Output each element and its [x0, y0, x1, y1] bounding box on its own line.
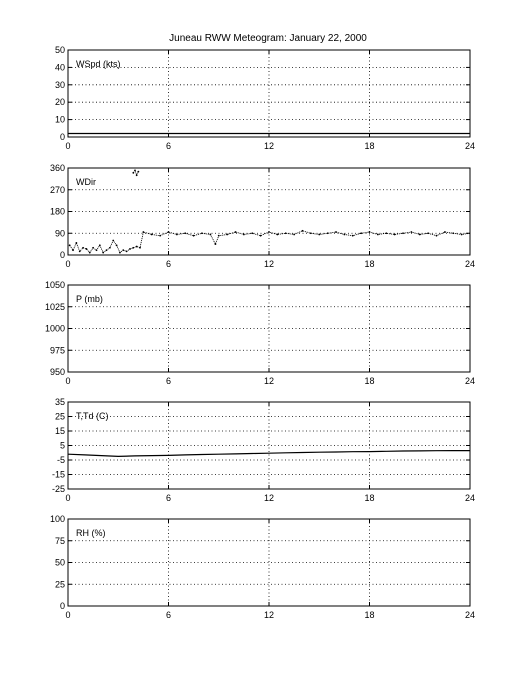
data-point [419, 234, 421, 236]
x-tick-label: 6 [165, 141, 172, 151]
data-point [444, 231, 446, 233]
x-tick-label: 18 [364, 141, 375, 151]
data-point [116, 244, 118, 246]
x-tick-label: 24 [464, 259, 476, 269]
x-tick-label: 24 [464, 141, 476, 151]
data-point [209, 234, 211, 236]
y-tick-label: 40 [54, 62, 65, 73]
y-tick-label: 100 [49, 514, 65, 524]
y-tick-label: 75 [54, 535, 65, 546]
x-tick-label: 12 [263, 259, 275, 269]
data-point [218, 235, 220, 237]
data-point [360, 232, 362, 234]
x-tick-label: 24 [464, 376, 476, 386]
data-point [82, 247, 84, 249]
data-point [134, 170, 136, 172]
x-tick-label: 6 [165, 610, 172, 620]
x-tick-label: 24 [464, 610, 476, 620]
data-point [122, 249, 124, 251]
data-point [112, 240, 114, 242]
data-point [176, 234, 178, 236]
panel-label: RH (%) [76, 528, 106, 538]
x-tick-label: 24 [464, 493, 476, 503]
y-tick-label: 50 [54, 557, 65, 568]
data-point [352, 235, 354, 237]
data-point [452, 232, 454, 234]
x-tick-label: 0 [65, 493, 71, 503]
y-tick-label: 35 [54, 397, 65, 407]
data-point [75, 242, 77, 244]
data-point [184, 232, 186, 234]
x-tick-label: 0 [65, 610, 71, 620]
x-tick-label: 6 [165, 493, 172, 503]
x-tick-label: 6 [165, 259, 172, 269]
data-point [106, 249, 108, 251]
y-tick-label: -5 [56, 455, 65, 465]
data-point [369, 231, 371, 233]
y-tick-label: 25 [54, 411, 65, 422]
panel-label: WSpd (kts) [76, 59, 121, 69]
data-point [335, 231, 337, 233]
y-tick-label: 270 [49, 184, 65, 195]
data-point [377, 234, 379, 236]
data-point [139, 247, 141, 249]
data-point [260, 235, 262, 237]
y-tick-label: 180 [49, 206, 65, 217]
data-point [89, 252, 91, 254]
data-point [132, 172, 134, 174]
data-point [327, 232, 329, 234]
data-point [436, 235, 438, 237]
y-tick-label: 25 [54, 579, 65, 590]
data-point [193, 235, 195, 237]
x-tick-label: 12 [263, 376, 275, 386]
data-point [92, 247, 94, 249]
y-tick-label: 0 [59, 250, 65, 260]
data-point [79, 250, 81, 252]
x-tick-label: 0 [65, 259, 71, 269]
data-point [132, 247, 134, 249]
y-tick-label: -15 [51, 469, 65, 480]
panel-0 [55, 45, 475, 151]
panels [45, 45, 475, 620]
y-tick-label: 50 [54, 45, 65, 55]
data-point [235, 231, 237, 233]
data-point [136, 174, 138, 176]
data-point [343, 234, 345, 236]
y-tick-label: 5 [59, 440, 65, 451]
y-tick-label: 975 [49, 345, 65, 356]
data-point [427, 232, 429, 234]
x-tick-label: 18 [364, 376, 375, 386]
data-point [72, 249, 74, 251]
y-tick-label: 90 [54, 228, 65, 239]
data-point [310, 232, 312, 234]
panel-label: P (mb) [76, 294, 103, 304]
y-tick-label: 0 [59, 132, 65, 142]
data-point [226, 234, 228, 236]
data-point [151, 234, 153, 236]
data-point [96, 249, 98, 251]
x-tick-label: 12 [263, 141, 275, 151]
data-point [410, 231, 412, 233]
y-tick-label: 950 [49, 367, 65, 377]
y-tick-label: 15 [54, 426, 65, 436]
data-point [126, 250, 128, 252]
data-point [469, 232, 471, 234]
data-point [251, 232, 253, 234]
x-tick-label: 18 [364, 259, 375, 269]
y-tick-label: -25 [51, 484, 65, 494]
y-tick-label: 360 [49, 163, 65, 173]
data-point [243, 234, 245, 236]
data-point [102, 252, 104, 254]
y-tick-label: 0 [59, 601, 65, 611]
data-point [109, 247, 111, 249]
x-tick-label: 18 [364, 493, 375, 503]
x-tick-label: 0 [65, 141, 71, 151]
panel-4 [50, 514, 475, 620]
panel-1 [50, 163, 475, 269]
data-point [318, 234, 320, 236]
data-point [99, 244, 101, 246]
data-point [276, 234, 278, 236]
y-tick-label: 1000 [44, 323, 65, 334]
data-point [461, 234, 463, 236]
y-tick-label: 30 [54, 79, 65, 90]
x-tick-label: 18 [364, 610, 375, 620]
figure-title: Juneau RWW Meteogram: January 22, 2000 [169, 33, 367, 44]
x-tick-label: 6 [165, 376, 172, 386]
data-point [142, 231, 144, 233]
x-tick-label: 12 [263, 493, 275, 503]
data-point [136, 246, 138, 248]
data-point [293, 234, 295, 236]
data-point [69, 244, 71, 246]
data-point [285, 232, 287, 234]
panel-label: WDir [76, 177, 96, 187]
data-point [302, 230, 304, 232]
data-point [119, 252, 121, 254]
data-point [215, 243, 217, 245]
y-tick-label: 10 [54, 114, 65, 125]
y-tick-label: 1050 [44, 280, 65, 290]
data-point [159, 235, 161, 237]
data-point [168, 231, 170, 233]
data-point [385, 232, 387, 234]
y-tick-label: 1025 [44, 301, 65, 312]
data-point [268, 231, 270, 233]
y-tick-label: 20 [54, 97, 65, 108]
panel-3 [52, 397, 475, 503]
data-point [402, 232, 404, 234]
data-point [129, 248, 131, 250]
data-point [137, 171, 139, 173]
data-point [394, 234, 396, 236]
data-point [201, 232, 203, 234]
x-tick-label: 0 [65, 376, 71, 386]
panel-label: T,Td (C) [76, 411, 109, 421]
x-tick-label: 12 [263, 610, 275, 620]
data-point [86, 248, 88, 250]
panel-2 [45, 280, 475, 386]
